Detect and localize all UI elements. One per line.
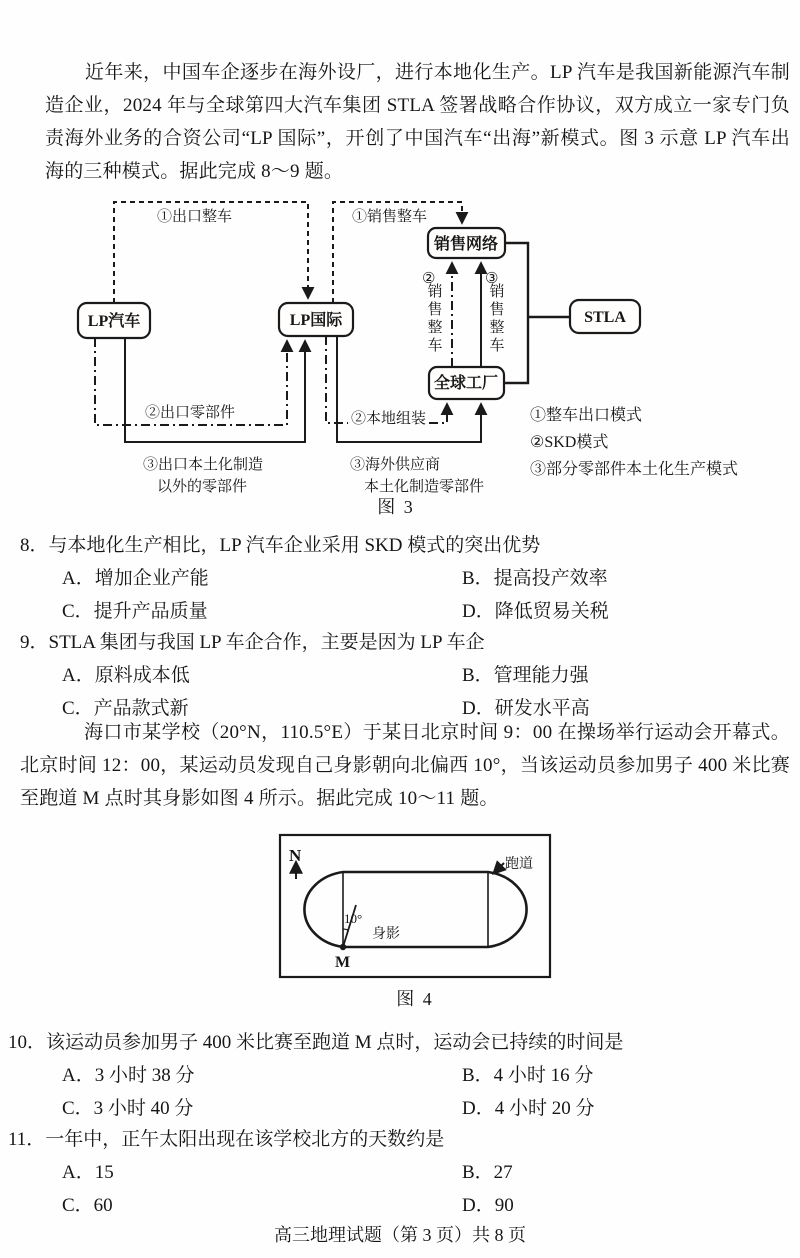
flow3-overseas-supplier-label-line1: ③海外供应商 <box>350 457 441 473</box>
flow3-export-other-parts-label-line1: ③出口本土化制造 <box>143 457 264 473</box>
track-pointer-arrow-icon <box>495 863 504 872</box>
figure4-caption: 图 4 <box>396 989 434 1009</box>
question-9-option-a: A．原料成本低 <box>62 665 190 686</box>
angle-label: 10° <box>344 911 363 926</box>
question-11-option-a: A．15 <box>62 1162 114 1183</box>
track-label: 跑道 <box>505 857 533 872</box>
question-8-option-a: A．增加企业产能 <box>62 568 209 589</box>
flow2-sell-vehicle-vertical-label: 销售整车 <box>427 284 443 354</box>
flow3-export-other-parts-line <box>125 338 305 442</box>
question-9 <box>20 626 800 725</box>
question-8-option-c: C．提升产品质量 <box>62 601 208 622</box>
question-8 <box>20 529 800 628</box>
flow3-overseas-supplier-label-line2: 本土化制造零部件 <box>364 479 485 495</box>
track-outline <box>304 872 526 947</box>
shadow-label: 身影 <box>372 927 400 942</box>
question-9-options-row-1 <box>20 659 800 692</box>
flow3-number-label: ③ <box>485 271 499 287</box>
question-8-options-row-2 <box>20 595 800 628</box>
figure4-svg <box>277 833 553 983</box>
figure3-caption: 图 3 <box>377 497 415 517</box>
question-11-options-row-1 <box>8 1156 788 1189</box>
box-lp-auto-label: LP汽车 <box>87 313 141 330</box>
question-11-option-c: C．60 <box>62 1195 113 1216</box>
question-8-options-row-1 <box>20 562 800 595</box>
question-10-options-row-2 <box>8 1092 788 1125</box>
question-11-option-d: D．90 <box>462 1195 514 1216</box>
figure4-diagram <box>277 833 553 983</box>
question-8-option-d: D．降低贸易关税 <box>462 601 609 622</box>
box-sales-network-label: 销售网络 <box>433 236 499 253</box>
question-10 <box>8 1026 788 1125</box>
question-10-options-row-1 <box>8 1059 788 1092</box>
box-lp-international-label: LP国际 <box>289 312 343 329</box>
box-stla-label: STLA <box>584 309 626 326</box>
flow1-sell-whole-vehicle-label: ①销售整车 <box>352 209 428 225</box>
figure3-diagram <box>60 195 800 530</box>
intro-paragraph-1: 近年来，中国车企逐步在海外设厂，进行本地化生产。LP 汽车是我国新能源汽车制造企业，2024 年与全球第四大汽车集团 STLA 签署战略合作协议，双方成立一家专门负责海外业务的合资公司“LP 国际”，开创了中国汽车“出海”新模式。图 3 示意 LP 汽车出海的三种模式。据此完成 8～9 题。 <box>45 62 790 182</box>
question-8-stem: 8．与本地化生产相比，LP 汽车企业采用 SKD 模式的突出优势 <box>20 535 541 556</box>
north-label: N <box>289 846 302 865</box>
question-11 <box>8 1123 788 1222</box>
page-footer: 高三地理试题（第 3 页）共 8 页 <box>274 1225 526 1245</box>
question-11-option-b: B．27 <box>462 1162 513 1183</box>
flow2-local-assembly-label: ②本地组装 <box>351 411 427 427</box>
legend-mode-2: ②SKD模式 <box>530 434 609 451</box>
question-10-option-d: D．4 小时 20 分 <box>462 1098 595 1119</box>
intro-paragraph-2: 海口市某学校（20°N，110.5°E）于某日北京时间 9：00 在操场举行运动会开幕式。北京时间 12：00，某运动员发现自己身影朝向北偏西 10°，当该运动员参加男子 400 米比赛至跑道 M 点时其身影如图 4 所示。据此完成 10～11 题。 <box>20 722 790 809</box>
figure3-svg <box>60 195 800 530</box>
question-9-option-c: C．产品款式新 <box>62 698 189 719</box>
question-9-stem: 9．STLA 集团与我国 LP 车企合作，主要是因为 LP 车企 <box>20 632 485 653</box>
legend-mode-1: ①整车出口模式 <box>530 407 643 424</box>
question-11-stem: 11．一年中，正午太阳出现在该学校北方的天数约是 <box>8 1129 445 1150</box>
question-10-option-a: A．3 小时 38 分 <box>62 1065 195 1086</box>
question-10-stem: 10．该运动员参加男子 400 米比赛至跑道 M 点时，运动会已持续的时间是 <box>8 1032 624 1053</box>
flow2-export-parts-label: ②出口零部件 <box>145 405 236 421</box>
legend-mode-3: ③部分零部件本土化生产模式 <box>530 461 739 478</box>
question-11-options-row-2 <box>8 1189 788 1222</box>
question-9-option-d: D．研发水平高 <box>462 698 590 719</box>
flow3-sell-vehicle-vertical-label: 销售整车 <box>489 284 505 354</box>
box-global-factory-label: 全球工厂 <box>433 375 499 392</box>
question-8-option-b: B．提高投产效率 <box>462 568 608 589</box>
question-10-option-c: C．3 小时 40 分 <box>62 1098 194 1119</box>
flow3-export-other-parts-label-line2: 以外的零部件 <box>157 479 248 495</box>
question-10-option-b: B．4 小时 16 分 <box>462 1065 594 1086</box>
stla-bracket-line <box>504 243 528 383</box>
flow1-export-whole-vehicle-label: ①出口整车 <box>157 209 233 225</box>
point-m-label: M <box>335 954 351 971</box>
flow2-number-label: ② <box>422 271 436 287</box>
question-9-option-b: B．管理能力强 <box>462 665 589 686</box>
